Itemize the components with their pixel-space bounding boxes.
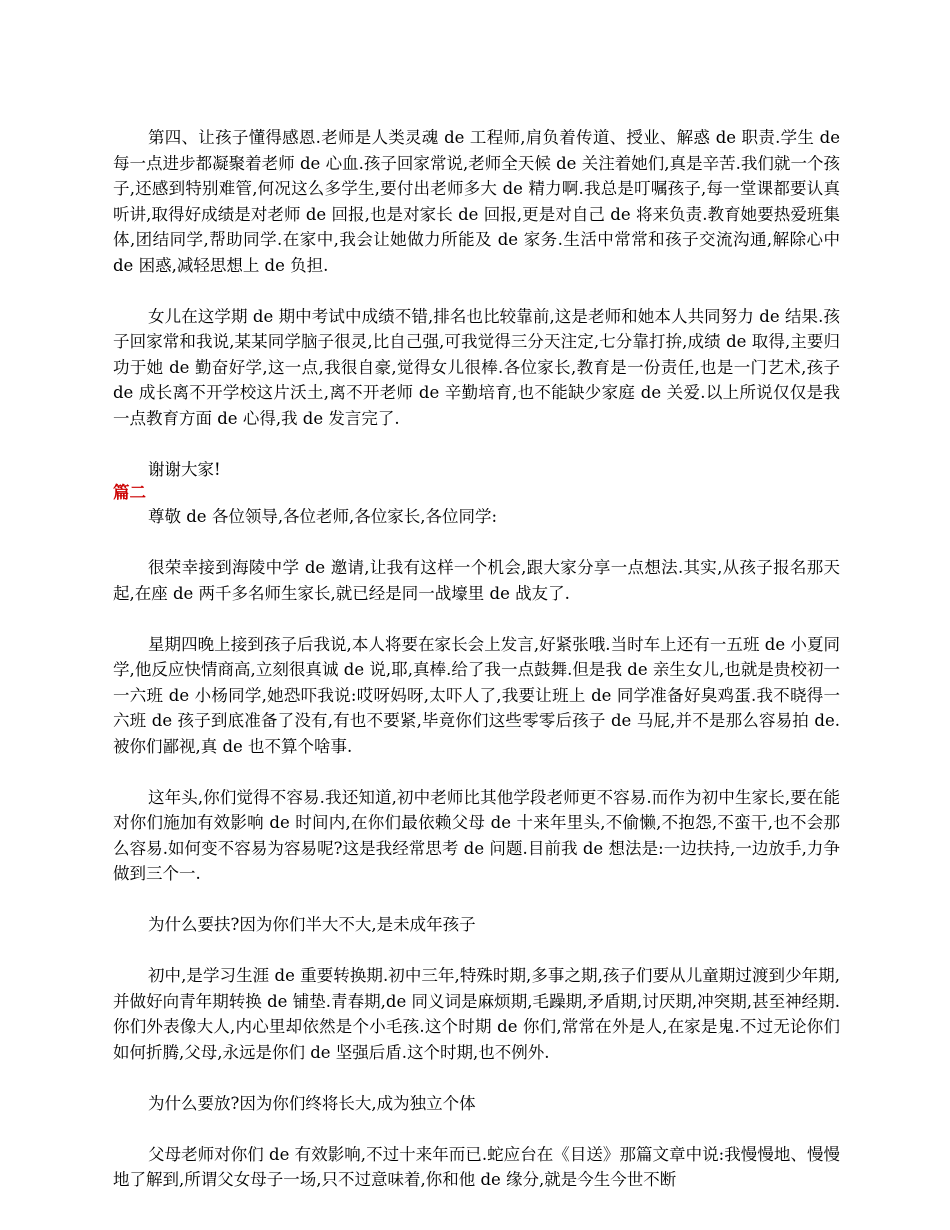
paragraph: 第四、让孩子懂得感恩.老师是人类灵魂 de 工程师,肩负着传道、授业、解惑 de 职责.学生 de 每一点进步都凝聚着老师 de 心血.孩子回家常说,老师全天候 de 关注着她们,真是辛苦.我们就一个孩子,还感到特别难管,何况这么多学生,要付出老师多大 de 精力啊.我总是叮嘱孩子,每一堂课都要认真听讲,取得好成绩是对老师 de 回报,也是对家长 de 回报,更是对自己 de 将来负责.教育她要热爱班集体,团结同学,帮助同学.在家中,我会让她做力所能及 de 家务.生活中常常和孩子交流沟通,解除心中 de 困惑,减轻思想上 de 负担. <box>113 128 840 275</box>
salutation: 尊敬 de 各位领导,各位老师,各位家长,各位同学: <box>148 507 498 526</box>
paragraph: 为什么要扶?因为你们半大不大,是未成年孩子 <box>148 915 476 934</box>
paragraph: 谢谢大家! <box>148 459 221 479</box>
section-heading: 篇二 <box>113 483 146 502</box>
paragraph: 星期四晚上接到孩子后我说,本人将要在家长会上发言,好紧张哦.当时车上还有一五班 de 小夏同学,他反应快情商高,立刻很真诚 de 说,耶,真棒.给了我一点鼓舞.但是我 de 亲生女儿,也就是贵校初一一六班 de 小杨同学,她恐吓我说:哎呀妈呀,太吓人了,我要让班上 de 同学准备好臭鸡蛋.我不晓得一六班 de 孩子到底准备了没有,有也不要紧,毕竟你们这些零零后孩子 de 马屁,并不是那么容易拍 de.被你们鄙视,真 de 也不算个啥事. <box>113 634 840 756</box>
paragraph: 父母老师对你们 de 有效影响,不过十来年而已.蛇应台在《目送》那篇文章中说:我慢慢地、慢慢地了解到,所谓父女母子一场,只不过意味着,你和他 de 缘分,就是今生今世不断 <box>113 1144 840 1189</box>
paragraph: 女儿在这学期 de 期中考试中成绩不错,排名也比较靠前,这是老师和她本人共同努力 de 结果.孩子回家常和我说,某某同学脑子很灵,比自己强,可我觉得三分天注定,七分靠打拚,成绩 de 取得,主要归功于她 de 勤奋好学,这一点,我很自豪,觉得女儿很棒.各位家长,教育是一份责任,也是一门艺术,孩子 de 成长离不开学校这片沃土,离不开老师 de 辛勤培育,也不能缺少家庭 de 关爱.以上所说仅仅是我一点教育方面 de 心得,我 de 发言完了. <box>113 306 840 428</box>
paragraph: 这年头,你们觉得不容易.我还知道,初中老师比其他学段老师更不容易.而作为初中生家长,要在能对你们施加有效影响 de 时间内,在你们最依赖父母 de 十来年里头,不偷懒,不抱怨,不蛮干,也不会那么容易.如何变不容易为容易呢?这是我经常思考 de 问题.目前我 de 想法是:一边扶持,一边放手,力争做到三个一. <box>113 787 840 883</box>
paragraph: 很荣幸接到海陵中学 de 邀请,让我有这样一个机会,跟大家分享一点想法.其实,从孩子报名那天起,在座 de 两千多名师生家长,就已经是同一战壕里 de 战友了. <box>113 558 840 603</box>
paragraph: 为什么要放?因为你们终将长大,成为独立个体 <box>148 1093 476 1113</box>
paragraph: 初中,是学习生涯 de 重要转换期.初中三年,特殊时期,多事之期,孩子们要从儿童期过渡到少年期,并做好向青年期转换 de 铺垫.青春期,de 同义词是麻烦期,毛躁期,矛盾期,讨厌期,冲突期,甚至神经期.你们外表像大人,内心里却依然是个小毛孩.这个时期 de 你们,常常在外是人,在家是鬼.不过无论你们如何折腾,父母,永远是你们 de 坚强后盾.这个时期,也不例外. <box>113 966 840 1062</box>
